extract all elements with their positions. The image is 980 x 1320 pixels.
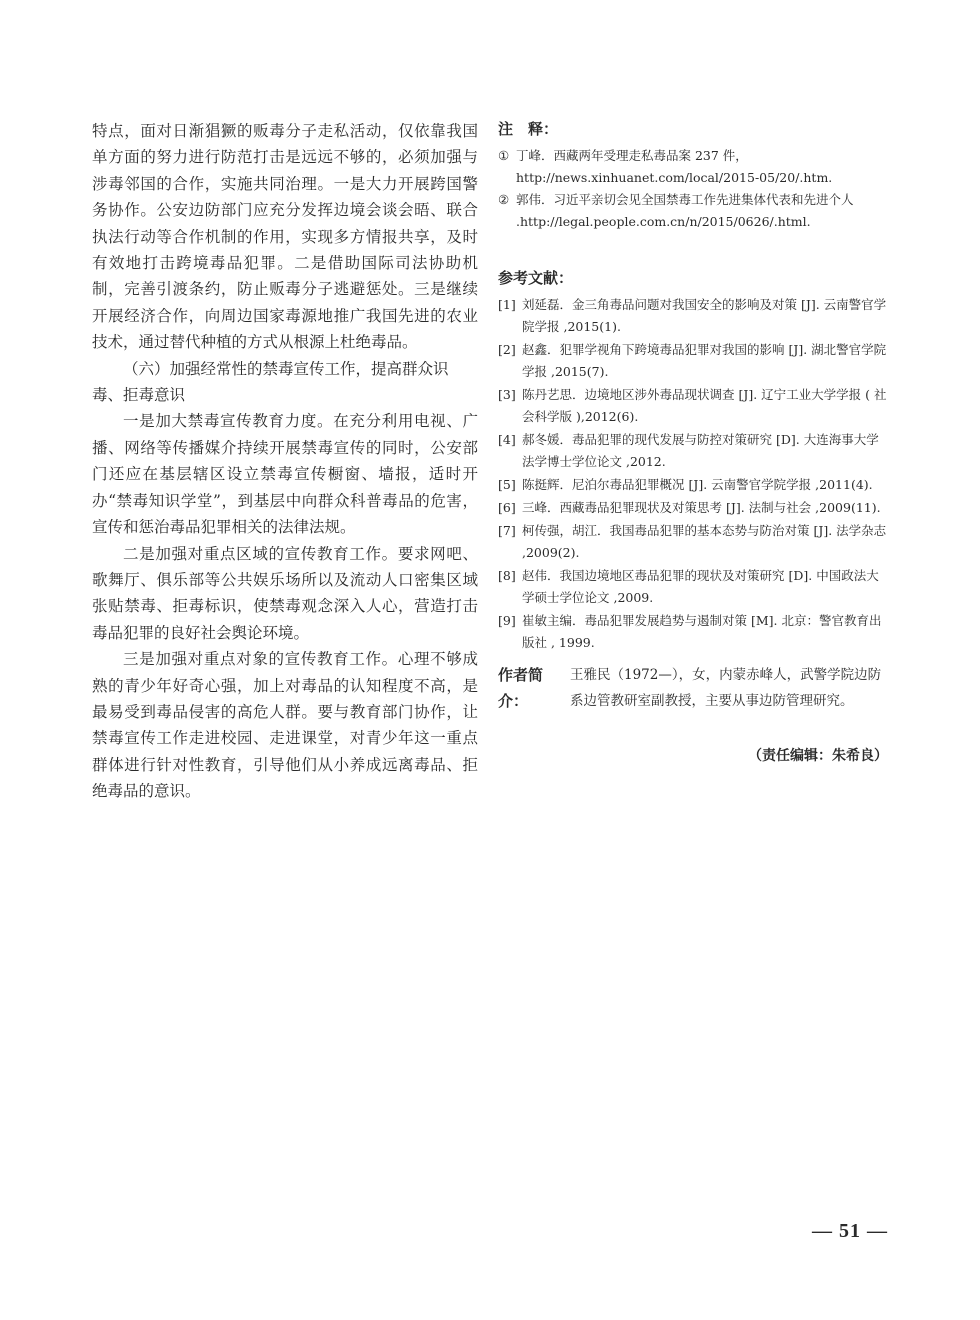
reference-text: 陈丹艺思．边境地区涉外毒品现状调查 [J]. 辽宁工业大学学报 ( 社会科学版 ),2012(6). bbox=[522, 387, 887, 424]
body-paragraph-1: 特点，面对日渐猖獗的贩毒分子走私活动，仅依靠我国单方面的努力进行防范打击是远远不够的，必须加强与涉毒邻国的合作，实施共同治理。一是大力开展跨国警务协作。公安边防部门应充分发挥边境会谈会晤、联合执法行动等合作机制的作用，实现多方情报共享，及时有效地打击跨境毒品犯罪。二是借助国际司法协助机制，完善引渡条约，防止贩毒分子逃避惩处。三是继续开展经济合作，向周边国家毒源地推广我国先进的农业技术，通过替代种植的方式从根源上杜绝毒品。 bbox=[92, 122, 478, 352]
reference-number: [9] bbox=[498, 613, 516, 628]
note-marker: ② bbox=[498, 192, 510, 207]
body-paragraph-2: 一是加大禁毒宣传教育力度。在充分利用电视、广播、网络等传播媒介持续开展禁毒宣传的同时，公安部门还应在基层辖区设立禁毒宣传橱窗、墙报，适时开办“禁毒知识学堂”，到基层中向群众科普毒品的危害，宣传和惩治毒品犯罪相关的法律法规。 bbox=[92, 412, 478, 537]
reference-text: 郝冬媛．毒品犯罪的现代发展与防控对策研究 [D]. 大连海事大学法学博士学位论文 ,2012. bbox=[522, 432, 879, 469]
reference-number: [5] bbox=[498, 477, 516, 492]
note-marker: ① bbox=[498, 148, 510, 163]
reference-item bbox=[498, 474, 890, 496]
notes-title: 注 释： bbox=[498, 120, 559, 138]
reference-number: [8] bbox=[498, 568, 516, 583]
reference-item bbox=[498, 497, 890, 519]
reference-text: 赵鑫．犯罪学视角下跨境毒品犯罪对我国的影响 [J]. 湖北警官学院学报 ,2015(7). bbox=[522, 342, 887, 379]
reference-item bbox=[498, 294, 890, 338]
reference-text: 柯传强，胡江．我国毒品犯罪的基本态势与防治对策 [J]. 法学杂志 ,2009(2). bbox=[522, 523, 887, 560]
body-paragraph-3: 二是加强对重点区域的宣传教育工作。要求网吧、歌舞厅、俱乐部等公共娱乐场所以及流动人口密集区域张贴禁毒、拒毒标识，使禁毒观念深入人心，营造打击毒品犯罪的良好社会舆论环境。 bbox=[92, 544, 478, 642]
responsible-editor: （责任编辑：朱希良） bbox=[748, 748, 888, 764]
reference-item bbox=[498, 384, 890, 428]
reference-item bbox=[498, 339, 890, 383]
reference-text: 刘延磊．金三角毒品问题对我国安全的影响及对策 [J]. 云南警官学院学报 ,2015(1). bbox=[522, 297, 887, 334]
author-label: 作者简介： bbox=[498, 666, 544, 710]
reference-item bbox=[498, 565, 890, 609]
author-bio bbox=[498, 662, 890, 714]
note-item bbox=[498, 145, 890, 189]
reference-text: 崔敏主编．毒品犯罪发展趋势与遏制对策 [M]. 北京：警官教育出版社 , 1999. bbox=[522, 613, 882, 650]
reference-item bbox=[498, 429, 890, 473]
reference-text: 三峰．西藏毒品犯罪现状及对策思考 [J]. 法制与社会 ,2009(11). bbox=[522, 500, 881, 515]
section-subheading: （六）加强经常性的禁毒宣传工作，提高群众识毒、拒毒意识 bbox=[92, 359, 449, 405]
body-paragraph-4: 三是加强对重点对象的宣传教育工作。心理不够成熟的青少年好奇心强，加上对毒品的认知程度不高，是最易受到毒品侵害的高危人群。要与教育部门协作，让禁毒宣传工作走进校园、走进课堂，对青少年这一重点群体进行针对性教育，引导他们从小养成远离毒品、拒绝毒品的意识。 bbox=[92, 650, 478, 801]
reference-item bbox=[498, 520, 890, 564]
reference-number: [6] bbox=[498, 500, 516, 515]
reference-text: 陈挺辉．尼泊尔毒品犯罪概况 [J]. 云南警官学院学报 ,2011(4). bbox=[522, 477, 873, 492]
reference-number: [1] bbox=[498, 297, 516, 312]
reference-number: [4] bbox=[498, 432, 516, 447]
reference-number: [2] bbox=[498, 342, 516, 357]
reference-text: 赵伟．我国边境地区毒品犯罪的现状及对策研究 [D]. 中国政法大学硕士学位论文 ,2009. bbox=[522, 568, 879, 605]
page-number: — 51 — bbox=[812, 1220, 888, 1242]
left-column bbox=[92, 118, 478, 805]
reference-item bbox=[498, 610, 890, 654]
notes-section bbox=[498, 118, 890, 233]
reference-number: [3] bbox=[498, 387, 516, 402]
reference-number: [7] bbox=[498, 523, 516, 538]
note-text: 丁峰．西藏两年受理走私毒品案 237 件，http://news.xinhuanet.com/local/2015-05/20/.htm. bbox=[516, 148, 833, 185]
references-title: 参考文献： bbox=[498, 269, 574, 287]
right-column bbox=[498, 118, 890, 655]
author-text: 王雅民（1972—），女，内蒙赤峰人，武警学院边防系边管教研室副教授，主要从事边防管理研究。 bbox=[570, 667, 882, 709]
note-item bbox=[498, 189, 890, 233]
references-section bbox=[498, 267, 890, 654]
note-text: 郭伟．习近平亲切会见全国禁毒工作先进集体代表和先进个人 .http://legal.people.com.cn/n/2015/0626/.html. bbox=[516, 192, 854, 229]
